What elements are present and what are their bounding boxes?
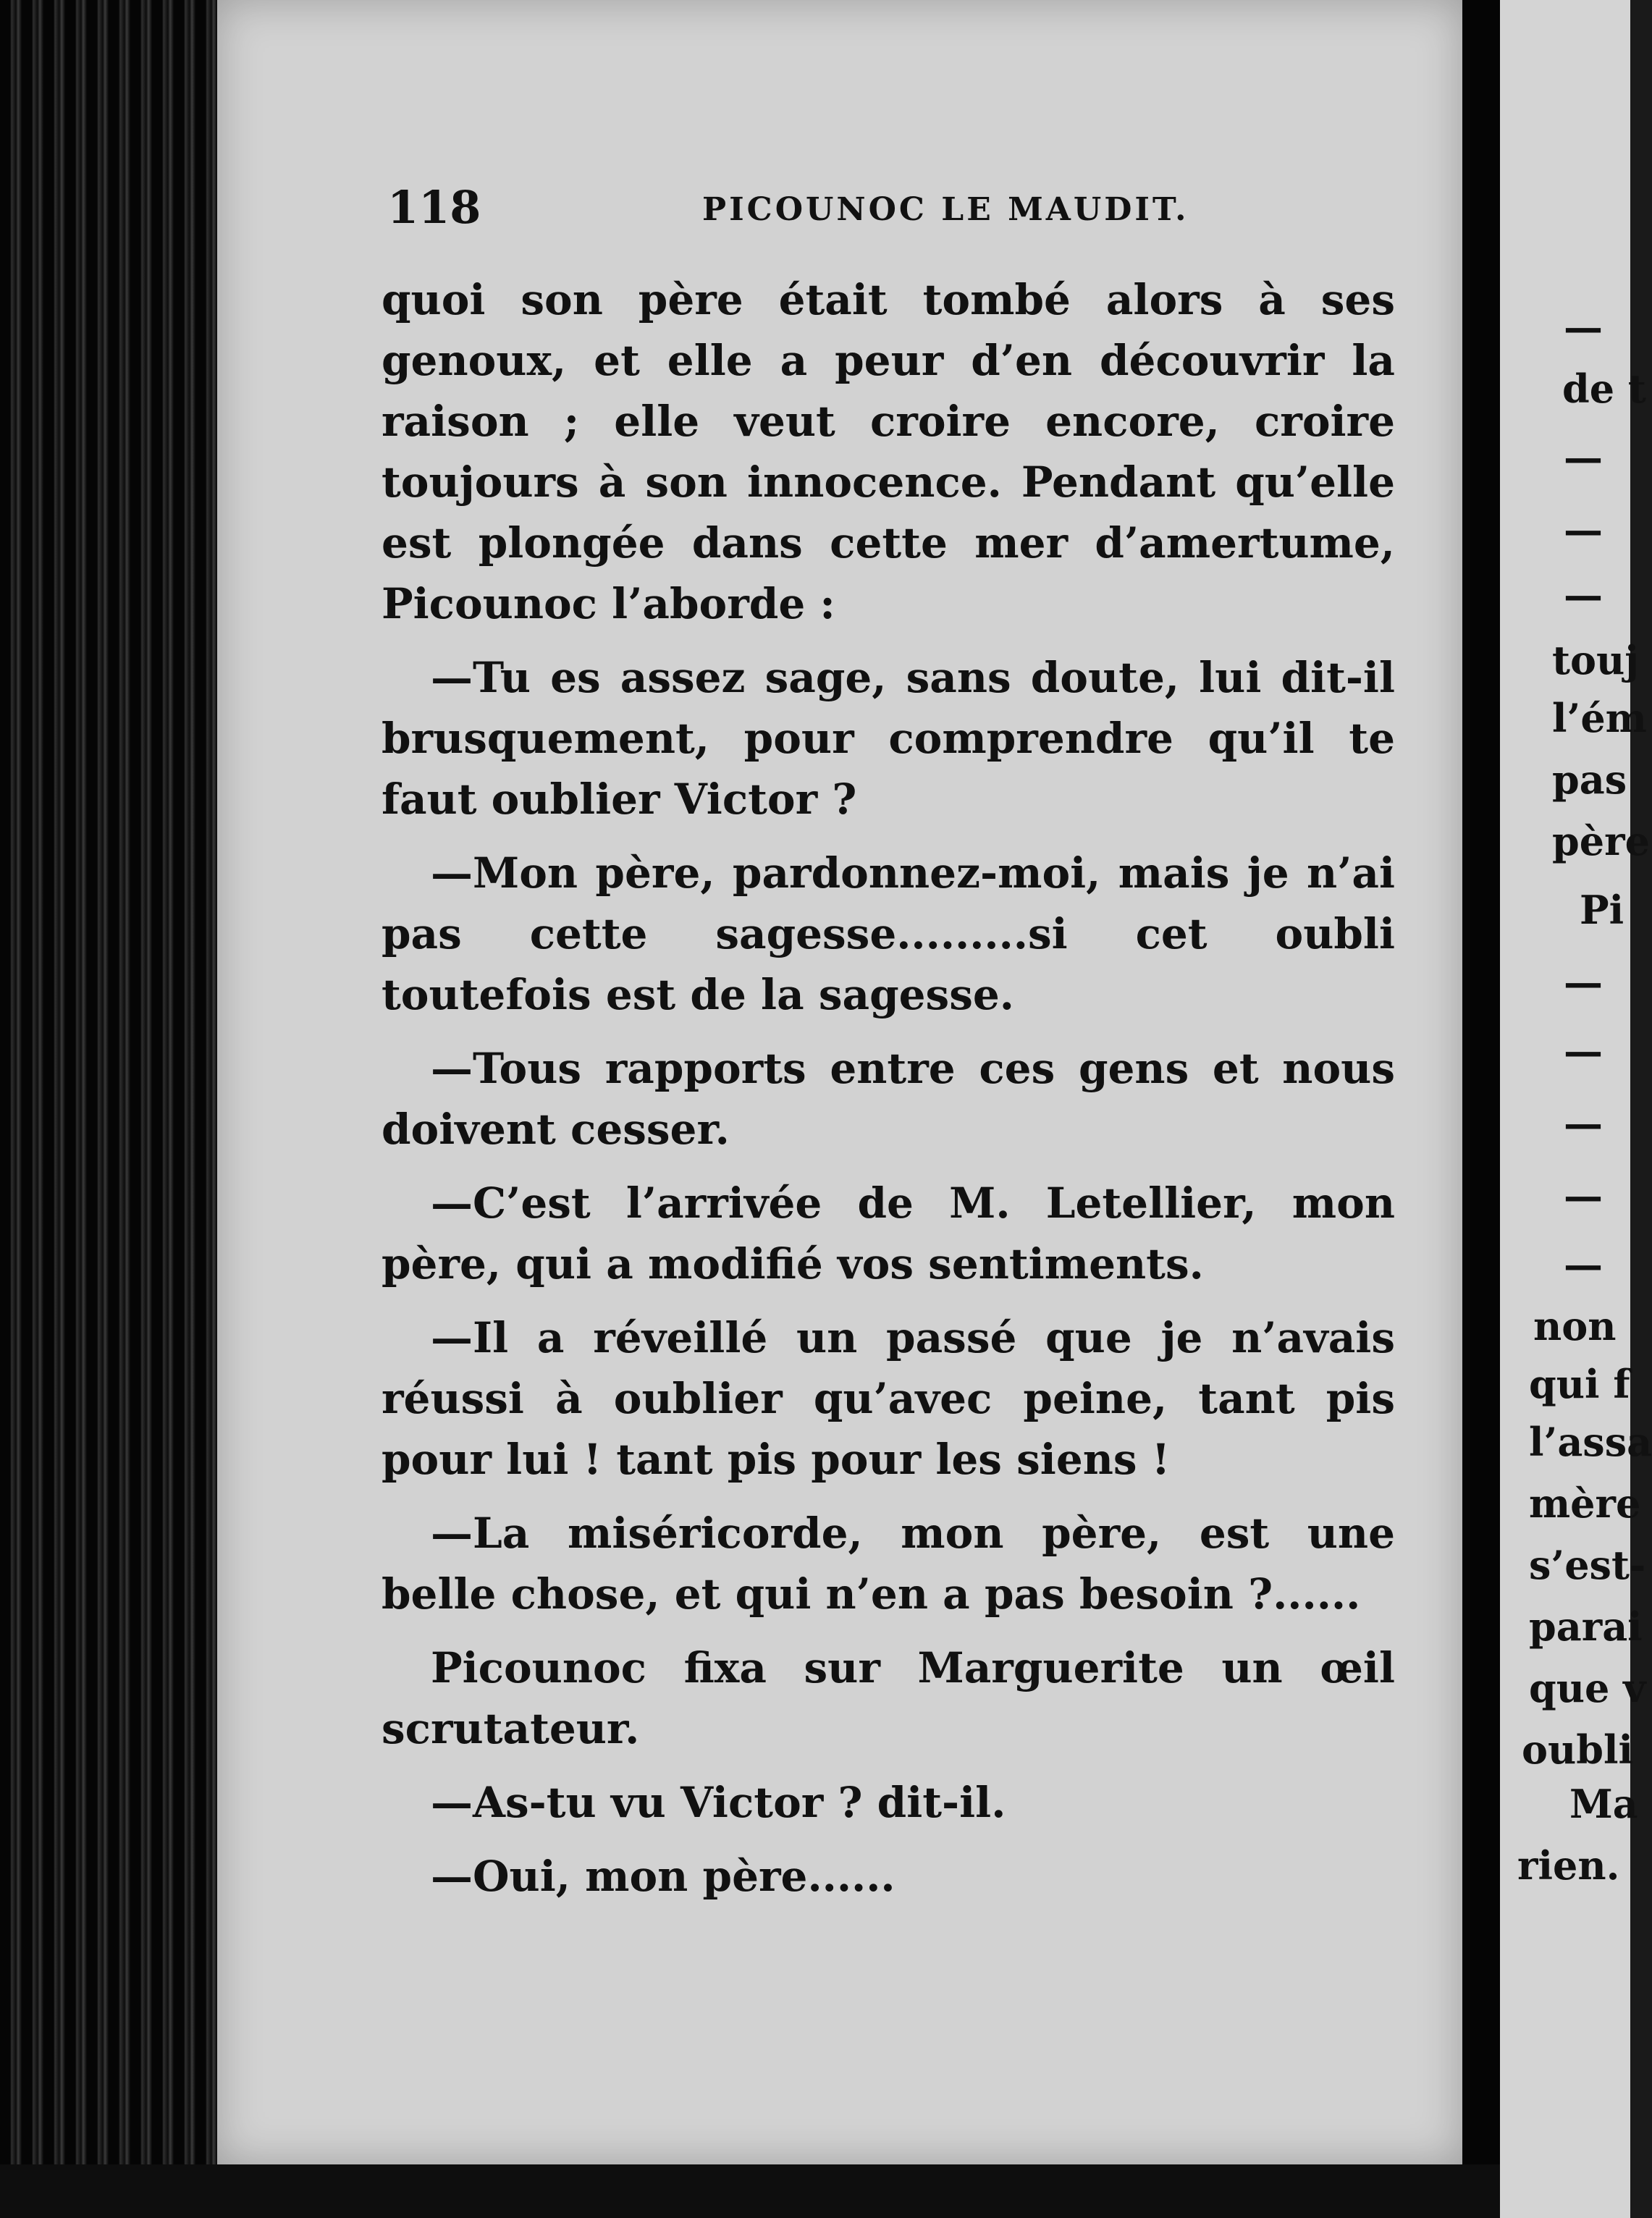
running-title: PICOUNOC LE MAUDIT. bbox=[702, 191, 1189, 228]
facing-page-fragment: pas bbox=[1552, 756, 1627, 803]
facing-page-fragment: parai bbox=[1529, 1603, 1643, 1650]
facing-page-fragment: que v bbox=[1529, 1665, 1646, 1711]
facing-page-fragment: de t bbox=[1562, 366, 1646, 412]
paragraph: —Mon père, pardonnez-moi, mais je n’ai pas cette sagesse.........si cet oubli toutefois est de la sagesse. bbox=[382, 848, 1395, 1019]
facing-page-fragment: s’est- bbox=[1529, 1542, 1646, 1588]
facing-page-fragment: — bbox=[1564, 434, 1603, 481]
paragraph: —C’est l’arrivée de M. Letellier, mon père, qui a modifié vos sentiments. bbox=[382, 1178, 1395, 1289]
book-binding bbox=[0, 0, 217, 2218]
facing-page-fragment: rien. bbox=[1517, 1842, 1620, 1889]
paragraph: —Tu es assez sage, sans doute, lui dit-il brusquement, pour comprendre qu’il te faut oublier Victor ? bbox=[382, 653, 1395, 824]
page-gutter-edge bbox=[1462, 0, 1500, 2218]
facing-page-fragment: — bbox=[1564, 572, 1603, 618]
facing-page-fragment: oubli bbox=[1522, 1726, 1634, 1773]
facing-page-fragment: — bbox=[1564, 1241, 1603, 1288]
paragraph: —Il a réveillé un passé que je n’avais réussi à oublier qu’avec peine, tant pis pour lui ! tant pis pour les siens ! bbox=[382, 1313, 1395, 1484]
page-body bbox=[382, 269, 1395, 1920]
paragraph: —Tous rapports entre ces gens et nous doivent cesser. bbox=[382, 1044, 1395, 1154]
facing-page bbox=[1500, 0, 1652, 2218]
paragraph: Picounoc fixa sur Marguerite un œil scrutateur. bbox=[382, 1643, 1395, 1753]
facing-page-fragment: — bbox=[1564, 1100, 1603, 1147]
paragraph: —La miséricorde, mon père, est une belle chose, et qui n’en a pas besoin ?...... bbox=[382, 1509, 1395, 1619]
paragraph: —As-tu vu Victor ? dit-il. bbox=[431, 1778, 1006, 1827]
facing-page-fragment: non bbox=[1533, 1303, 1617, 1349]
facing-page-fragment: Ma bbox=[1569, 1781, 1638, 1827]
facing-page-fragment: — bbox=[1564, 507, 1603, 553]
facing-page-fragment: qui f bbox=[1529, 1361, 1630, 1407]
facing-page-fragment: — bbox=[1564, 1028, 1603, 1074]
facing-page-fragment: mère bbox=[1529, 1480, 1641, 1527]
facing-page-fragment: — bbox=[1564, 959, 1603, 1005]
facing-page-fragment: touj bbox=[1552, 637, 1639, 683]
facing-page-fragment: l’ém bbox=[1552, 695, 1647, 741]
facing-page-fragment: père bbox=[1552, 818, 1650, 864]
paragraph: quoi son père était tombé alors à ses genoux, et elle a peur d’en découvrir la raison ; elle veut croire encore, croire toujours à son innocence. Pendant qu’elle est plongée dans cette mer d’amertume, Picounoc l’aborde : bbox=[382, 275, 1395, 628]
facing-page-fragment: Pi bbox=[1580, 887, 1624, 933]
facing-page-fragment: l’assa bbox=[1529, 1419, 1652, 1465]
page-number: 118 bbox=[387, 181, 481, 234]
page-header bbox=[387, 181, 1386, 239]
scan-bottom-edge bbox=[0, 2164, 1500, 2218]
facing-page-fragment: — bbox=[1564, 1173, 1603, 1219]
paragraph: —Oui, mon père...... bbox=[431, 1852, 895, 1901]
facing-page-fragment: — bbox=[1564, 304, 1603, 350]
